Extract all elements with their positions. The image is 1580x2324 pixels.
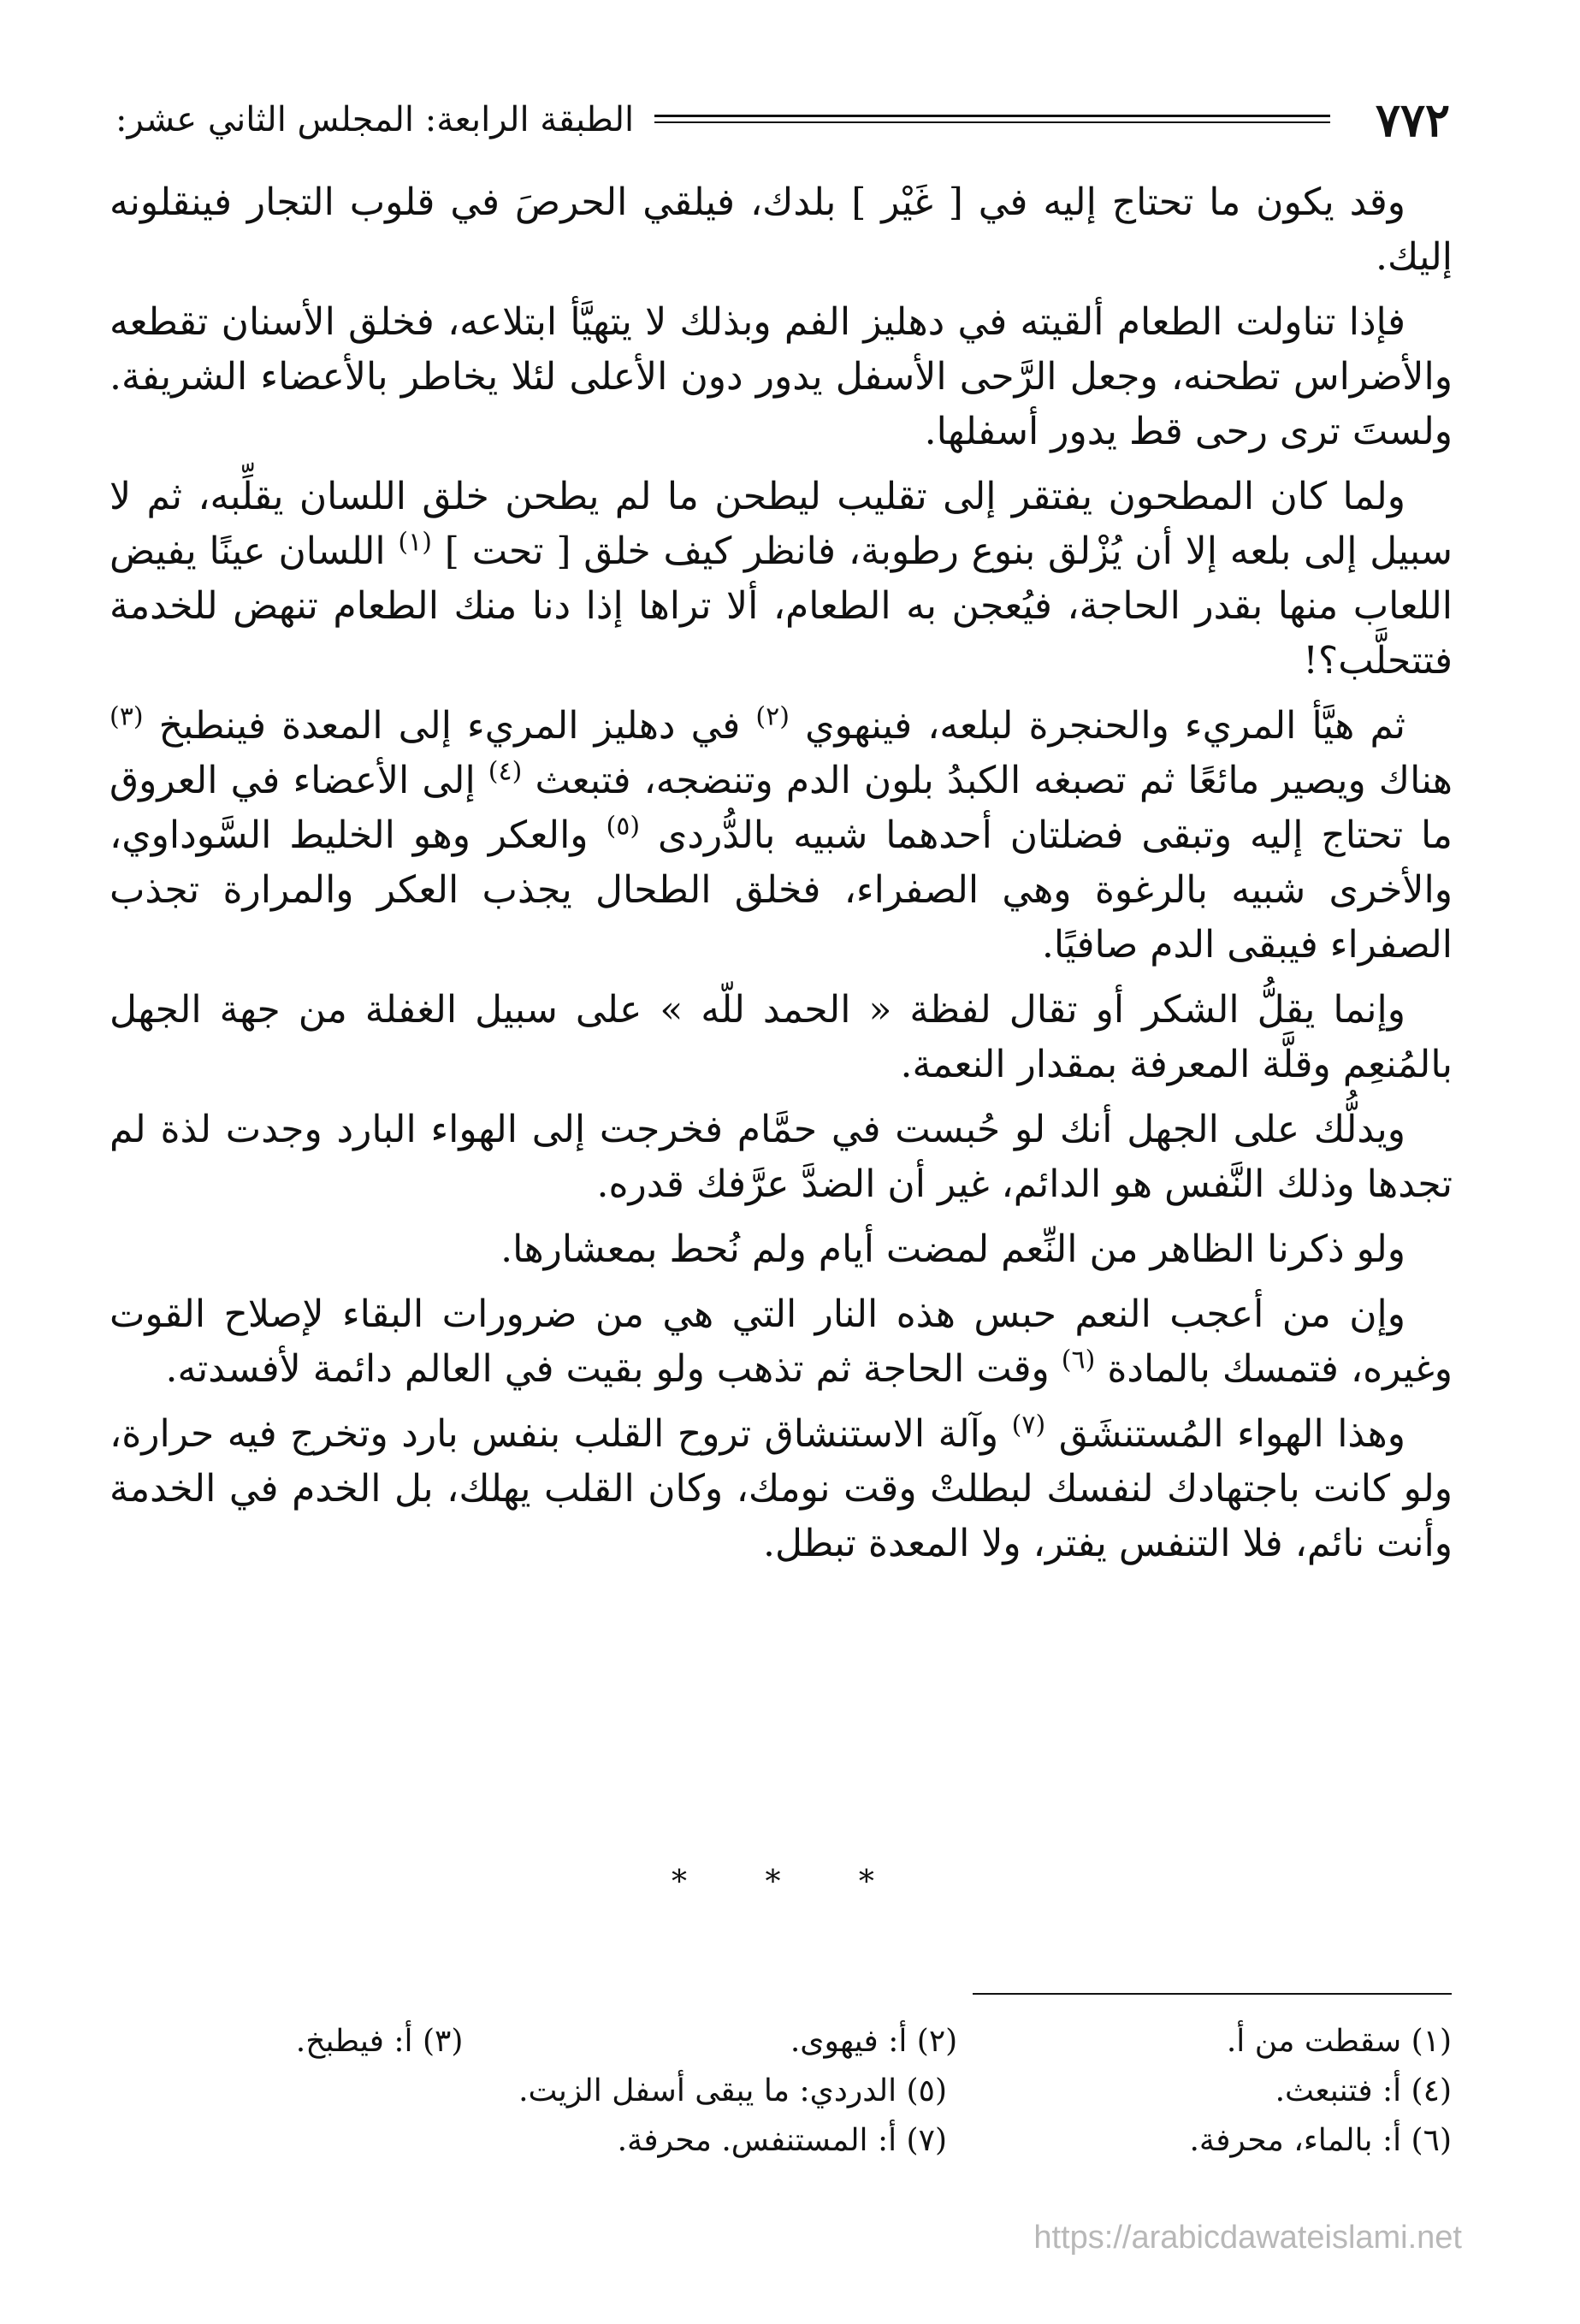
- paragraph-4-text-a: ثم هيَّأ المريء والحنجرة لبلعه، فينهوي: [805, 704, 1405, 748]
- paragraph-2-text: فإذا تناولت الطعام ألقيته في دهليز الفم وبذلك لا يتهيَّأ ابتلاعه، فخلق الأسنان تقطعه والأضراس تطحنه، وجعل الرَّحى الأسفل يدور دون الأعلى لئلا يخاطر بالأعضاء الشريفة. ولستَ ترى رحى قط يدور أسفلها.: [109, 300, 1453, 453]
- footnote-7: (٧) أ: المستنفس. محرفة.: [617, 2123, 947, 2158]
- paragraph-7-text: ولو ذكرنا الظاهر من النِّعم لمضت أيام ولم نُحط بمعشارها.: [500, 1227, 1405, 1271]
- footnote-ref-5: (٥): [606, 811, 641, 842]
- footnote-row: [237, 2068, 1452, 2118]
- footnote-ref-3: (٣): [109, 701, 144, 732]
- footnote-ref-2: (٢): [755, 701, 790, 732]
- footnote-ref-7: (٧): [1011, 1410, 1046, 1440]
- paragraph-2: [109, 295, 1453, 459]
- footnote-5: (٥) الدردي: ما يبقى أسفل الزيت.: [518, 2073, 947, 2108]
- paragraph-4-text-d: إلى الأعضاء في العروق ما تحتاج إليه وتبقى فضلتان أحدهما شبيه بالدُّردى: [109, 759, 1453, 857]
- paragraph-4-text-e: والعكر وهو الخليط السَّوداوي، والأخرى شبيه بالرغوة وهي الصفراء، فخلق الطحال يجذب العكر والمرارة تجذب الصفراء فيبقى الدم صافيًا.: [109, 813, 1453, 967]
- paragraph-6: [109, 1103, 1453, 1212]
- paragraph-9-text-a: وهذا الهواء المُستنشَق: [1058, 1412, 1405, 1456]
- paragraph-5-text: وإنما يقلُّ الشكر أو تقال لفظة « الحمد للّه » على سبيل الغفلة من جهة الجهل بالمُنعِم وقلَّة المعرفة بمقدار النعمة.: [109, 988, 1453, 1086]
- paragraph-7: [109, 1222, 1453, 1277]
- paragraph-1-text: وقد يكون ما تحتاج إليه في [ غَيْر ] بلدك، فيلقي الحرصَ في قلوب التجار فينقلونه إليك.: [109, 180, 1453, 279]
- page-header: [115, 94, 1450, 145]
- footnote-ref-1: (١): [398, 527, 432, 558]
- paragraph-9: [109, 1407, 1453, 1571]
- footnote-4: (٤) أ: فتنبعث.: [1275, 2073, 1452, 2108]
- paragraph-3: [109, 470, 1453, 689]
- paragraph-3-text-b: اللسان عينًا يفيض اللعاب منها بقدر الحاجة، فيُعجن به الطعام، ألا تراها إذا دنا منك الطعام تنهض للخدمة فتتحلَّب؟!: [109, 529, 1453, 683]
- watermark-url: https://arabicdawateislami.net: [1033, 2220, 1462, 2256]
- footnote-ref-4: (٤): [488, 756, 523, 787]
- footnote-2: (٢) أ: فيهوى.: [790, 2024, 958, 2059]
- footnote-row: [237, 2118, 1452, 2167]
- paragraph-5: [109, 983, 1453, 1092]
- footnotes: [237, 2019, 1452, 2167]
- footnote-3: (٣) أ: فيطبخ.: [295, 2024, 464, 2059]
- footnote-1: (١) سقطت من أ.: [1226, 2024, 1452, 2059]
- paragraph-1: [109, 175, 1453, 285]
- paragraph-8: [109, 1287, 1453, 1397]
- footnote-ref-6: (٦): [1061, 1345, 1096, 1375]
- running-title: الطبقة الرابعة: المجلس الثاني عشر:: [115, 100, 635, 139]
- paragraph-4-text-c: هناك ويصير مائعًا ثم تصبغه الكبدُ بلون الدم وتنضجه، فتبعث: [535, 759, 1453, 802]
- main-text: [109, 175, 1453, 1571]
- paragraph-9-text-b: وآلة الاستنشاق تروح القلب بنفس بارد وتخرج فيه حرارة، ولو كانت باجتهادك لنفسك لبطلتْ وقت نومك، وكان القلب يهلك، بل الخدم في الخدمة وأنت نائم، فلا التنفس يفتر، ولا المعدة تبطل.: [109, 1412, 1453, 1565]
- section-separator: * * *: [672, 1865, 908, 1900]
- paragraph-4: [109, 699, 1453, 973]
- footnote-row: [237, 2019, 1452, 2068]
- page-number: ٧٧٢: [1375, 92, 1450, 147]
- footnote-6: (٦) أ: بالماء، محرفة.: [1189, 2123, 1452, 2158]
- paragraph-8-text-a: وإن من أعجب النعم حبس هذه النار التي هي من ضرورات البقاء لإصلاح القوت وغيره، فتمسك بالمادة: [109, 1292, 1453, 1391]
- paragraph-8-text-b: وقت الحاجة ثم تذهب ولو بقيت في العالم دائمة لأفسدته.: [165, 1347, 1050, 1391]
- paragraph-6-text: ويدلُّك على الجهل أنك لو حُبست في حمَّام فخرجت إلى الهواء البارد وجدت لذة لم تجدها وذلك النَّفس هو الدائم، غير أن الضدَّ عرَّفك قدره.: [109, 1108, 1453, 1206]
- paragraph-3-text-a: ولما كان المطحون يفتقر إلى تقليب ليطحن ما لم يطحن خلق اللسان يقلِّبه، ثم لا سبيل إلى بلعه إلا أن يُزْلق بنوع رطوبة، فانظر كيف خلق [ تحت ]: [109, 475, 1453, 573]
- paragraph-4-text-b: في دهليز المريء إلى المعدة فينطبخ: [158, 704, 741, 748]
- footnote-rule: [973, 1993, 1452, 1995]
- header-double-rule: [654, 115, 1330, 123]
